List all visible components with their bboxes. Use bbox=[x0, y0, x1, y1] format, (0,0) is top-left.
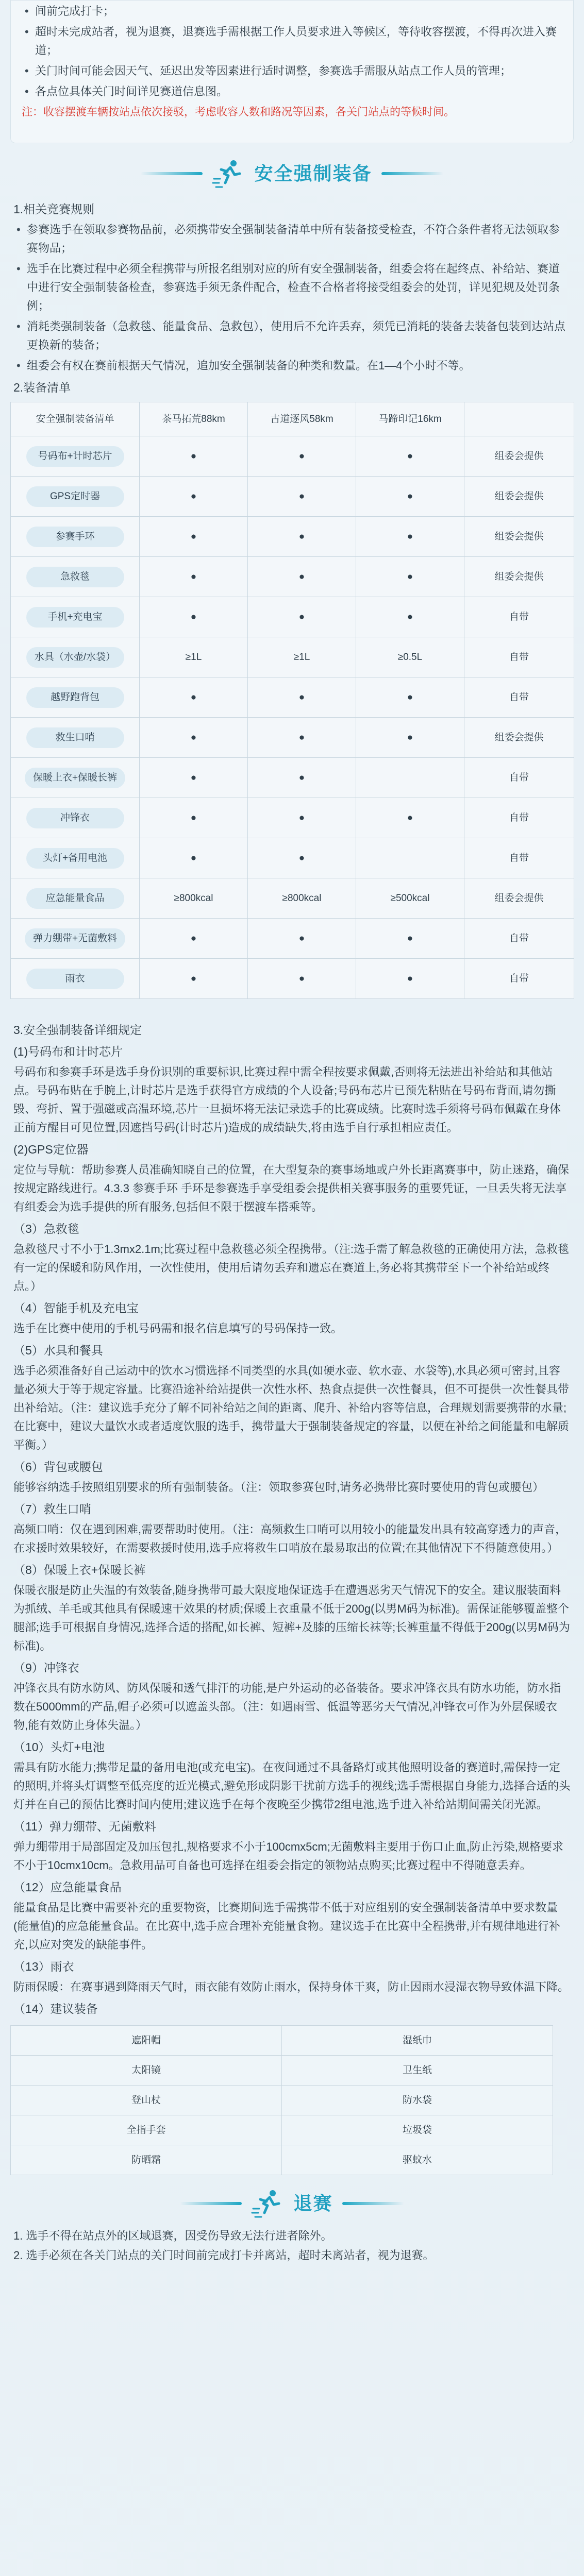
equipment-item-label: 号码布+计时芯片 bbox=[26, 446, 124, 467]
equipment-item-cell bbox=[11, 517, 140, 557]
equipment-row bbox=[11, 436, 574, 477]
equipment-requirement-cell: ● bbox=[356, 557, 464, 597]
safety-section-title: 安全强制装备 bbox=[254, 163, 372, 184]
equipment-source-cell: 自带 bbox=[464, 637, 574, 677]
equipment-item-label: 水具（水壶/水袋） bbox=[26, 647, 124, 668]
closing-rule-item: • 关门时间可能会因天气、延迟出发等因素进行适时调整，参赛选手需服从站点工作人员的管理； bbox=[22, 62, 562, 80]
equipment-requirement-cell: ≥1L bbox=[248, 637, 356, 677]
equipment-item-cell bbox=[11, 718, 140, 758]
equipment-row bbox=[11, 959, 574, 999]
detail-text: 能量食品是比赛中需要补充的重要物资，比赛期间选手需携带不低于对应组别的安全强制装备清单中要求数量(能量值)的应急能量食品。在比赛中,选手应合理补充能量食物。建议选手在比赛中全程携带,并有规律地进行补充,以应对突发的缺能事件。 bbox=[13, 1901, 560, 1951]
equipment-item-cell bbox=[11, 838, 140, 878]
equipment-requirement-cell: ● bbox=[248, 677, 356, 718]
equipment-table-body bbox=[11, 436, 574, 999]
suggested-gear-row bbox=[11, 2145, 553, 2175]
equipment-row bbox=[11, 597, 574, 637]
detail-text: 弹力绷带用于局部固定及加压包扎,规格要求不小于100cmx5cm;无菌敷料主要用于伤口止血,防止污染,规格要求不小于10cmx10cm。急救用品可自备也可选择在组委会指定的领物站点购买;比赛过程中不得随意丢弃。 bbox=[13, 1840, 564, 1872]
equipment-requirement-cell: ● bbox=[356, 718, 464, 758]
equipment-row bbox=[11, 637, 574, 677]
equipment-row bbox=[11, 798, 574, 838]
rule-item: • 选手在比赛过程中必须全程携带与所报名组别对应的所有安全强制装备，组委会将在起终点、补给站、赛道中进行安全强制装备检查，参赛选手须无条件配合，检查不合格者将接受组委会的处罚，详见犯规及处罚条例； bbox=[13, 260, 571, 315]
equipment-requirement-cell: ● bbox=[356, 919, 464, 959]
equipment-source-cell: 自带 bbox=[464, 959, 574, 999]
equipment-item-cell bbox=[11, 758, 140, 798]
equipment-requirement-cell: ● bbox=[356, 798, 464, 838]
equipment-item-cell bbox=[11, 637, 140, 677]
equipment-item-label: 手机+充电宝 bbox=[26, 607, 124, 628]
suggested-gear-row bbox=[11, 2026, 553, 2056]
equipment-item-cell bbox=[11, 919, 140, 959]
withdraw-rule: 1. 选手不得在站点外的区域退赛，因受伤导致无法行进者除外。 bbox=[13, 2229, 332, 2242]
equipment-requirement-cell: ● bbox=[356, 436, 464, 477]
rules-heading: 1.相关竞赛规则 bbox=[13, 202, 95, 216]
detail-title: （13）雨衣 bbox=[13, 1960, 74, 1973]
detail-title: （4）智能手机及充电宝 bbox=[13, 1301, 139, 1315]
equipment-requirement-cell: ● bbox=[140, 677, 248, 718]
equipment-item-label: 雨衣 bbox=[26, 969, 124, 989]
header-bar-left bbox=[180, 2202, 242, 2205]
rules-list bbox=[13, 221, 571, 375]
suggested-gear-cell: 全指手套 bbox=[11, 2115, 282, 2145]
list-heading: 2.装备清单 bbox=[13, 381, 71, 394]
details-heading: 3.安全强制装备详细规定 bbox=[13, 1023, 142, 1037]
withdraw-section-header bbox=[0, 2180, 584, 2227]
shuttle-note: 注：收容摆渡车辆按站点依次接驳，考虑收容人数和路况等因素，各关门站点的等候时间。 bbox=[22, 106, 455, 118]
equipment-item-label: 越野跑背包 bbox=[26, 687, 124, 708]
detail-title: （8）保暖上衣+保暖长裤 bbox=[13, 1563, 146, 1577]
rule-item: • 消耗类强制装备（急救毯、能量食品、急救包），使用后不允许丢弃，须凭已消耗的装备去装备包装到达站点更换新的装备； bbox=[13, 317, 571, 354]
detail-title: (1)号码布和计时芯片 bbox=[13, 1045, 123, 1058]
suggested-gear-row bbox=[11, 2086, 553, 2115]
equipment-item-label: 救生口哨 bbox=[26, 727, 124, 748]
equipment-requirement-cell: ● bbox=[356, 517, 464, 557]
detail-title: （3）急救毯 bbox=[13, 1222, 79, 1235]
detail-text: 保暖衣服是防止失温的有效装备,随身携带可最大限度地保证选手在遭遇恶劣天气情况下的安全。建议服装面料为抓绒、羊毛或其他具有保暖速干效果的材质;保暖上衣重量不低于200g(以男M码为标准)。需保证能够覆盖整个腿部;选手可根据自身情况,选择合适的搭配,如长裤、短裤+及膝的压缩长袜等;长裤重量不得低于200g(以男M码为标准)。 bbox=[13, 1584, 570, 1652]
equipment-requirement-cell: ● bbox=[140, 959, 248, 999]
equipment-requirement-cell: ● bbox=[140, 919, 248, 959]
equipment-item-cell bbox=[11, 557, 140, 597]
runner-icon bbox=[251, 2188, 284, 2219]
equipment-row bbox=[11, 758, 574, 798]
withdraw-rules bbox=[0, 2227, 584, 2265]
runner-icon bbox=[212, 158, 245, 189]
suggested-gear-cell: 湿纸巾 bbox=[282, 2026, 553, 2056]
equipment-requirement-cell: ● bbox=[248, 959, 356, 999]
detail-title: （11）弹力绷带、无菌敷料 bbox=[13, 1820, 156, 1833]
suggested-gear-cell: 防水袋 bbox=[282, 2086, 553, 2115]
equipment-item-label: 冲锋衣 bbox=[26, 808, 124, 828]
detail-text: 选手必须准备好自己运动中的饮水习惯选择不同类型的水具(如硬水壶、软水壶、水袋等),水具必须可密封,且容量必须大于等于规定容量。比赛沿途补给站提供一次性水杯、热食点提供一次性餐具，但不可提供一次性餐具带出补给站。（注：建议选手充分了解不同补给站之间的距离、爬升、补给内容等信息，合理规划需要携带的水量;在比赛中，建议大量饮水或者适度饮服的选手，携带量大于强制装备规定的容量，以便在补给之间能量和电解质平衡。） bbox=[13, 1364, 570, 1451]
closing-rules-list bbox=[22, 2, 562, 101]
suggested-gear-cell: 防晒霜 bbox=[11, 2145, 282, 2175]
equipment-requirement-cell: ● bbox=[140, 436, 248, 477]
equipment-requirement-cell: ● bbox=[248, 718, 356, 758]
detail-text: 号码布和参赛手环是选手身份识别的重要标识,比赛过程中需全程按要求佩戴,否则将无法进出补给站和其他站点。号码布贴在手腕上,计时芯片是选手获得官方成绩的个人设备;号码布芯片已预先粘贴在号码布背面,请勿撕毁、弯折、置于强磁或高温环境,芯片一旦损坏将无法记录选手的比赛成绩。比赛时选手须将号码布佩戴在身体正前方醒目可见位置,因遮挡号码(计时芯片)造成的成绩缺失,将由选手自行承担相应责任。 bbox=[13, 1065, 561, 1134]
equipment-item-cell bbox=[11, 436, 140, 477]
equipment-item-label: 急救毯 bbox=[26, 567, 124, 587]
equipment-source-cell: 自带 bbox=[464, 677, 574, 718]
col-header-note bbox=[464, 402, 574, 436]
closing-rule-item: • 间前完成打卡； bbox=[22, 2, 562, 21]
equipment-requirement-cell: ≥1L bbox=[140, 637, 248, 677]
equipment-row bbox=[11, 557, 574, 597]
safety-rules-block bbox=[0, 200, 584, 397]
col-header-58km: 古道逐风58km bbox=[248, 402, 356, 436]
detail-title: （7）救生口哨 bbox=[13, 1502, 91, 1516]
detail-title: （14）建议装备 bbox=[13, 2002, 98, 2015]
equipment-requirement-cell: ● bbox=[356, 597, 464, 637]
equipment-requirement-cell: ● bbox=[356, 959, 464, 999]
closing-rule-item: • 各点位具体关门时间详见赛道信息图。 bbox=[22, 82, 562, 101]
equipment-requirement-cell: ≥500kcal bbox=[356, 878, 464, 919]
equipment-source-cell: 组委会提供 bbox=[464, 718, 574, 758]
equipment-requirement-cell: ≥0.5L bbox=[356, 637, 464, 677]
col-header-88km: 茶马拓荒88km bbox=[140, 402, 248, 436]
equipment-requirement-cell bbox=[356, 838, 464, 878]
equipment-source-cell: 组委会提供 bbox=[464, 477, 574, 517]
equipment-requirement-cell: ● bbox=[248, 477, 356, 517]
equipment-row bbox=[11, 838, 574, 878]
equipment-row bbox=[11, 517, 574, 557]
detail-text: 需具有防水能力;携带足量的备用电池(或充电宝)。在夜间通过不具备路灯或其他照明设备的赛道时,需保持一定的照明,并将头灯调整至低亮度的近光模式,避免形成阴影干扰前方选手的视线;选手需根据自身能力,选择合适的头灯并在自己的预估比赛时间内使用;建议选手在每个夜晚至少携带2组电池,选手进入补给站期间需关闭光源。 bbox=[13, 1761, 571, 1811]
safety-section-header bbox=[0, 150, 584, 197]
detail-title: （6）背包或腰包 bbox=[13, 1460, 103, 1473]
equipment-source-cell: 自带 bbox=[464, 919, 574, 959]
equipment-requirement-cell: ● bbox=[140, 838, 248, 878]
equipment-row bbox=[11, 677, 574, 718]
equipment-item-label: GPS定时器 bbox=[26, 486, 124, 507]
equipment-requirement-cell: ● bbox=[140, 557, 248, 597]
equipment-item-cell bbox=[11, 677, 140, 718]
equipment-requirement-cell bbox=[356, 758, 464, 798]
equipment-requirement-cell: ● bbox=[248, 838, 356, 878]
equipment-requirement-cell: ≥800kcal bbox=[248, 878, 356, 919]
detail-title: （12）应急能量食品 bbox=[13, 1880, 122, 1894]
equipment-requirement-cell: ● bbox=[248, 798, 356, 838]
detail-title: （9）冲锋衣 bbox=[13, 1661, 79, 1674]
closing-rules-panel bbox=[10, 0, 574, 143]
equipment-row bbox=[11, 718, 574, 758]
equipment-requirement-cell: ● bbox=[140, 718, 248, 758]
equipment-row bbox=[11, 477, 574, 517]
equipment-source-cell: 自带 bbox=[464, 597, 574, 637]
equipment-requirement-cell: ● bbox=[140, 758, 248, 798]
equipment-requirement-cell: ● bbox=[356, 477, 464, 517]
rule-item: • 参赛选手在领取参赛物品前，必须携带安全强制装备清单中所有装备接受检查，不符合条件者将无法领取参赛物品； bbox=[13, 221, 571, 258]
detail-title: （5）水具和餐具 bbox=[13, 1344, 103, 1357]
equipment-table bbox=[10, 402, 574, 999]
detail-text: 防雨保暖：在赛事遇到降雨天气时，雨衣能有效防止雨水，保持身体干爽，防止因雨水浸湿衣物导致体温下降。 bbox=[13, 1980, 570, 1993]
equipment-requirement-cell: ● bbox=[248, 436, 356, 477]
equipment-requirement-cell: ● bbox=[248, 758, 356, 798]
suggested-gear-body bbox=[11, 2026, 553, 2175]
equipment-source-cell: 自带 bbox=[464, 758, 574, 798]
header-bar-left bbox=[141, 172, 203, 175]
suggested-gear-row bbox=[11, 2056, 553, 2086]
equipment-item-label: 保暖上衣+保暖长裤 bbox=[25, 768, 125, 788]
suggested-gear-cell: 卫生纸 bbox=[282, 2056, 553, 2086]
equipment-requirement-cell: ≥800kcal bbox=[140, 878, 248, 919]
detail-text: 能够容纳选手按照组别要求的所有强制装备。（注：领取参赛包时,请务必携带比赛时要使用的背包或腰包） bbox=[13, 1481, 544, 1494]
equipment-requirement-cell: ● bbox=[140, 798, 248, 838]
detail-text: 选手在比赛中使用的手机号码需和报名信息填写的号码保持一致。 bbox=[13, 1322, 343, 1335]
suggested-gear-cell: 垃圾袋 bbox=[282, 2115, 553, 2145]
detail-title: （10）头灯+电池 bbox=[13, 1740, 105, 1754]
equipment-requirement-cell: ● bbox=[248, 557, 356, 597]
details-list bbox=[13, 1042, 571, 2018]
suggested-gear-cell: 太阳镜 bbox=[11, 2056, 282, 2086]
equipment-requirement-cell: ● bbox=[140, 477, 248, 517]
equipment-table-header bbox=[11, 402, 574, 436]
equipment-row bbox=[11, 878, 574, 919]
suggested-gear-table bbox=[10, 2025, 553, 2175]
suggested-gear-cell: 遮阳帽 bbox=[11, 2026, 282, 2056]
detail-text: 高频口哨：仅在遇到困难,需要帮助时使用。（注：高频救生口哨可以用较小的能量发出具有较高穿透力的声音，在求援时效果较好，在需要救援时使用,选手应将救生口哨放在最易取出的位置;在其他情况下不得随意使用。） bbox=[13, 1523, 567, 1554]
suggested-gear-cell: 登山杖 bbox=[11, 2086, 282, 2115]
equipment-item-cell bbox=[11, 878, 140, 919]
withdraw-section-title: 退赛 bbox=[293, 2193, 333, 2214]
equipment-item-cell bbox=[11, 477, 140, 517]
col-header-item: 安全强制装备清单 bbox=[11, 402, 140, 436]
equipment-item-label: 头灯+备用电池 bbox=[26, 848, 124, 869]
detail-text: 定位与导航：帮助参赛人员准确知晓自己的位置，在大型复杂的赛事场地或户外长距离赛事中，防止迷路，确保按规定路线进行。4.3.3 参赛手环 手环是参赛选手享受组委会提供相关赛事服务的重要凭证，一旦丢失将无法享有组委会为选手提供的所有服务,包括但不限于摆渡车搭乘等。 bbox=[13, 1163, 570, 1213]
equipment-requirement-cell: ● bbox=[248, 919, 356, 959]
equipment-item-cell bbox=[11, 798, 140, 838]
equipment-item-cell bbox=[11, 959, 140, 999]
header-bar-right bbox=[342, 2202, 404, 2205]
equipment-item-label: 应急能量食品 bbox=[26, 888, 124, 909]
closing-rule-item: • 超时未完成站者，视为退赛，退赛选手需根据工作人员要求进入等候区，等待收容摆渡，不得再次进入赛道； bbox=[22, 23, 562, 60]
suggested-gear-row bbox=[11, 2115, 553, 2145]
equipment-source-cell: 组委会提供 bbox=[464, 878, 574, 919]
col-header-16km: 马蹄印记16km bbox=[356, 402, 464, 436]
withdraw-rule: 2. 选手必须在各关门站点的关门时间前完成打卡并离站，超时未离站者，视为退赛。 bbox=[13, 2249, 435, 2262]
rule-item: • 组委会有权在赛前根据天气情况，追加安全强制装备的种类和数量。在1—4个小时不等。 bbox=[13, 357, 571, 375]
header-bar-right bbox=[381, 172, 443, 175]
equipment-requirement-cell: ● bbox=[140, 517, 248, 557]
detail-text: 急救毯尺寸不小于1.3mx2.1m;比赛过程中急救毯必须全程携带。（注:选手需了解急救毯的正确使用方法，急救毯有一定的保暖和防风作用，一次性使用，使用后请勿丢弃和遗忘在赛道上,务必将其携带至下一个补给站或终点。） bbox=[13, 1243, 570, 1293]
detail-text: 冲锋衣具有防水防风、防风保暖和透气排汗的功能,是户外运动的必备装备。要求冲锋衣具有防水功能，防水指数在5000mm的产品,帽子必须可以遮盖头部。（注：如遇雨雪、低温等恶劣天气情况,冲锋衣可作为外层保暖衣物,能有效防止身体失温。） bbox=[13, 1682, 561, 1732]
detail-title: (2)GPS定位器 bbox=[13, 1143, 89, 1156]
equipment-requirement-cell: ● bbox=[248, 597, 356, 637]
equipment-row bbox=[11, 919, 574, 959]
equipment-item-label: 参赛手环 bbox=[26, 527, 124, 547]
details-block bbox=[0, 999, 584, 2018]
equipment-source-cell: 组委会提供 bbox=[464, 557, 574, 597]
suggested-gear-cell: 驱蚊水 bbox=[282, 2145, 553, 2175]
equipment-source-cell: 自带 bbox=[464, 798, 574, 838]
equipment-requirement-cell: ● bbox=[248, 517, 356, 557]
equipment-source-cell: 自带 bbox=[464, 838, 574, 878]
equipment-requirement-cell: ● bbox=[356, 677, 464, 718]
equipment-item-cell bbox=[11, 597, 140, 637]
equipment-source-cell: 组委会提供 bbox=[464, 436, 574, 477]
equipment-source-cell: 组委会提供 bbox=[464, 517, 574, 557]
equipment-requirement-cell: ● bbox=[140, 597, 248, 637]
equipment-item-label: 弹力绷带+无菌敷料 bbox=[25, 928, 125, 949]
